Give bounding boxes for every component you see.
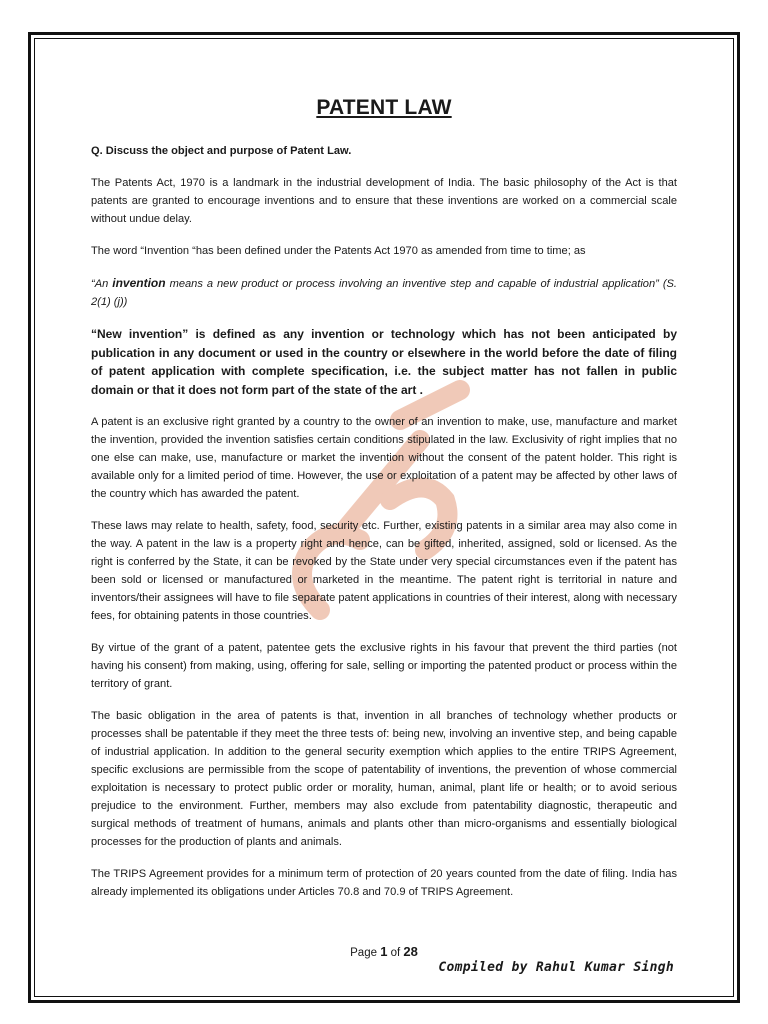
invention-definition	[91, 274, 677, 311]
definition-keyword: invention	[112, 276, 166, 290]
paragraph-grant-rights: By virtue of the grant of a patent, patentee gets the exclusive rights in his favour that prevent the third parties (not having his consent) from making, using, offering for sale, selling or importing the patented product or process within the territory of grant.	[91, 642, 677, 690]
paragraph-patents-act: The Patents Act, 1970 is a landmark in the industrial development of India. The basic philosophy of the Act is that patents are granted to encourage inventions and to ensure that these inventions are worked on a commercial scale without undue delay.	[91, 177, 677, 225]
paragraph-trips-term: The TRIPS Agreement provides for a minimum term of protection of 20 years counted from the date of filing. India has already implemented its obligations under Articles 70.8 and 70.9 of TRIPS Agreement.	[91, 868, 677, 898]
paragraph-exclusive-right: A patent is an exclusive right granted by a country to the owner of an invention to make, use, manufacture and market the invention, provided the invention satisfies certain conditions stipulated in the law. Exclusivity of right implies that no one else can make, use, manufacture or market the invention without the consent of the patent holder. This right is available only for a limited period of time. However, the use or exploitation of a patent may be affected by other laws of the country which has awarded the patent.	[91, 416, 677, 500]
page-total: 28	[403, 944, 418, 959]
page-footer	[0, 944, 768, 959]
paragraph-other-laws: These laws may relate to health, safety, food, security etc. Further, existing patents in a similar area may also come in the way. A patent in the law is a property right and hence, can be gifted, inherited, assigned, sold or licensed. As the right is conferred by the State, it can be revoked by the State under very special circumstances even if the patent has been sold or licensed or manufactured or marketed in the meantime. The patent right is territorial in nature and inventors/their assignees will have to file separate patent applications in countries of their interest, along with necessary fees, for obtaining patents in those countries.	[91, 520, 677, 622]
definition-text: means a new product or process involving an inventive step and capable of industrial application	[165, 278, 656, 290]
new-invention-definition: “New invention” is defined as any invention or technology which has not been anticipated by publication in any document or used in the country or elsewhere in the world before the date of filing of patent application with complete specification, i.e. the subject matter has not fallen in public domain or that it does not form part of the state of the art .	[91, 327, 677, 397]
paragraph-basic-obligation: The basic obligation in the area of patents is that, invention in all branches of technology whether products or processes shall be patentable if they meet the three tests of: being new, involving an inventive step, and being capable of industrial application. In addition to the general security exemption which applies to the entire TRIPS Agreement, specific exclusions are permissible from the scope of patentability of inventions, the prevention of whose commercial exploitation is necessary to protect public order or morality, human, animal, plant life or health; or to avoid serious prejudice to the environment. Further, members may also exclude from patentability diagnostic, therapeutic and surgical methods of treatment of humans, animals and plants other than micro-organisms and essentially biological processes for the production of plants and animals.	[91, 710, 677, 848]
definition-open-quote: “An	[91, 278, 113, 290]
compiler-credit: Compiled by Rahul Kumar Singh	[438, 960, 674, 975]
page-of: of	[387, 947, 404, 959]
question-heading: Q. Discuss the object and purpose of Patent Law.	[91, 145, 352, 157]
page-prefix: Page	[350, 947, 381, 959]
paragraph-invention-intro: The word “Invention “has been defined under the Patents Act 1970 as amended from time to time; as	[91, 245, 586, 257]
definition-citation: ” (S. 2(1) (j))	[91, 278, 677, 308]
page-title: PATENT LAW	[316, 96, 452, 119]
document-body	[91, 96, 677, 915]
page-number: 1	[380, 944, 388, 959]
